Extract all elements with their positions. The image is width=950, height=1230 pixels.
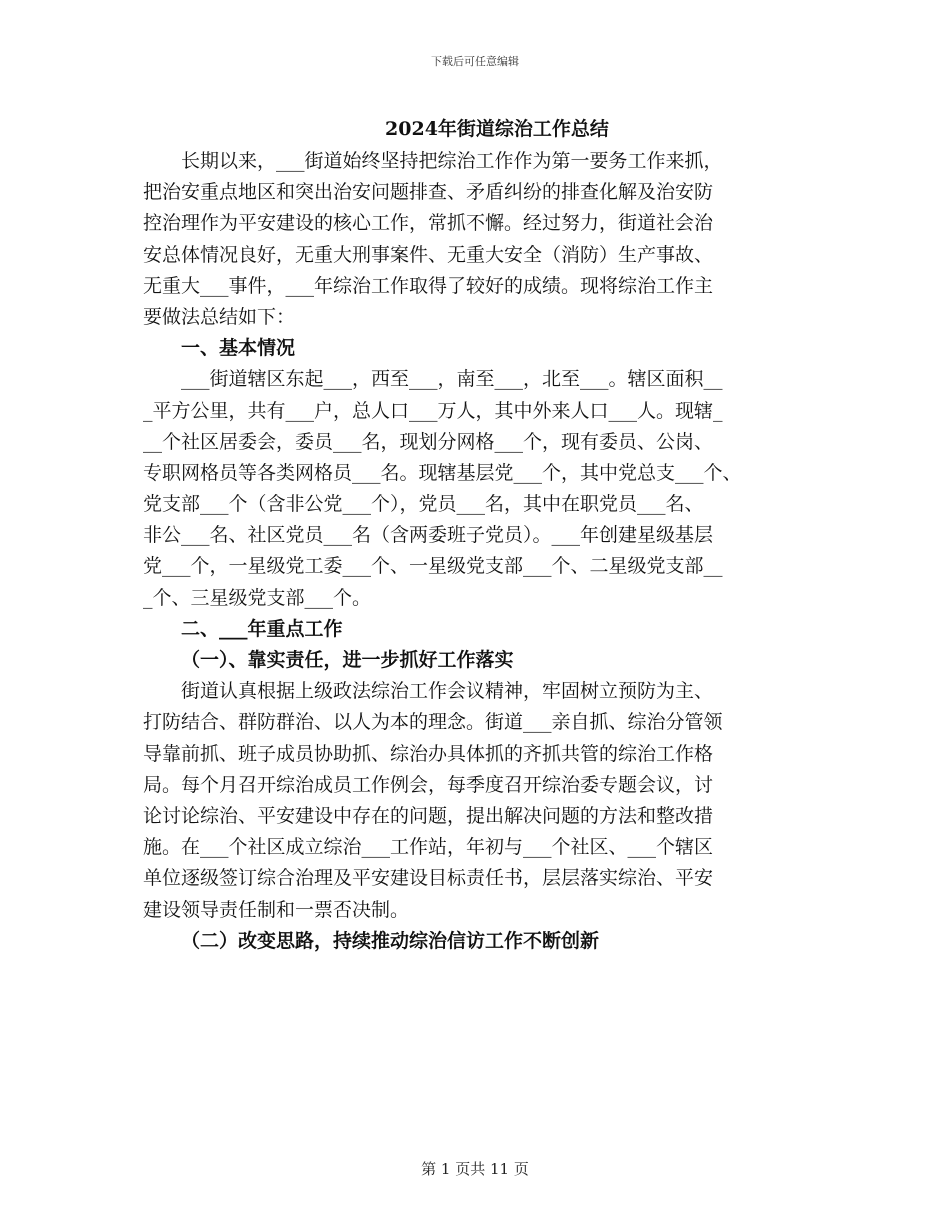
document-title: 2024年街道综治工作总结 [385,118,609,140]
paragraph-line: 控治理作为平安建设的核心工作，常抓不懈。经过努力，街道社会治 [143,212,714,235]
paragraph-line: ___街道辖区东起___，西至___，南至___，北至___。辖区面积__ [181,368,723,391]
paragraph-line: 长期以来，___街道始终坚持把综治工作作为第一要务工作来抓， [181,150,723,172]
paragraph-line: 论讨论综治、平安建设中存在的问题，提出解决问题的方法和整改措 [143,804,714,827]
paragraph-line: 党支部___个（含非公党___个），党员___名，其中在职党员___名、 [143,493,704,516]
paragraph-line: __个社区居委会，委员___名，现划分网格___个，现有委员、公岗、 [143,430,714,453]
paragraph-line: 局。每个月召开综治成员工作例会，每季度召开综治委专题会议，讨 [143,773,714,796]
paragraph-line: 要做法总结如下： [143,305,296,328]
paragraph-line: 安总体情况良好，无重大刑事案件、无重大安全（消防）生产事故、 [143,243,714,266]
subsection-heading: （一）、靠实责任，进一步抓好工作落实 [181,649,514,671]
paragraph-line: 无重大___事件，___年综治工作取得了较好的成绩。现将综治工作主 [143,274,714,297]
paragraph-line: 单位逐级签订综合治理及平安建设目标责任书，层层落实综治、平安 [143,867,714,890]
paragraph-line: _平方公里，共有___户，总人口___万人，其中外来人口___人。现辖_ [143,399,723,422]
paragraph-line: 导靠前抓、班子成员协助抓、综治办具体抓的齐抓共管的综治工作格 [143,742,714,765]
paragraph-line: _个、三星级党支部___个。 [143,586,372,609]
paragraph-line: 打防结合、群防群治、以人为本的理念。街道___亲自抓、综治分管领 [143,711,723,734]
paragraph-line: 施。在___个社区成立综治___工作站，年初与___个社区、___个辖区 [143,836,714,859]
document-body [143,146,823,957]
section-heading: 二、___年重点工作 [181,617,343,640]
page-footer: 第 1 页共 11 页 [421,1160,529,1178]
paragraph-line: 建设领导责任制和一票否决制。 [143,898,410,921]
paragraph-line: 非公___名、社区党员___名（含两委班子党员）。___年创建星级基层 [143,524,714,547]
paragraph-line: 党___个，一星级党工委___个、一星级党支部___个、二星级党支部__ [143,555,723,578]
header-note: 下载后可任意编辑 [431,55,519,68]
paragraph-line: 街道认真根据上级政法综治工作会议精神，牢固树立预防为主、 [181,680,714,703]
paragraph-line: 专职网格员等各类网格员___名。现辖基层党___个，其中党总支___个、 [143,461,742,484]
section-heading: 一、基本情况 [181,337,296,360]
paragraph-line: 把治安重点地区和突出治安问题排查、矛盾纠纷的排查化解及治安防 [143,181,714,204]
subsection-heading: （二）改变思路，持续推动综治信访工作不断创新 [181,929,600,952]
